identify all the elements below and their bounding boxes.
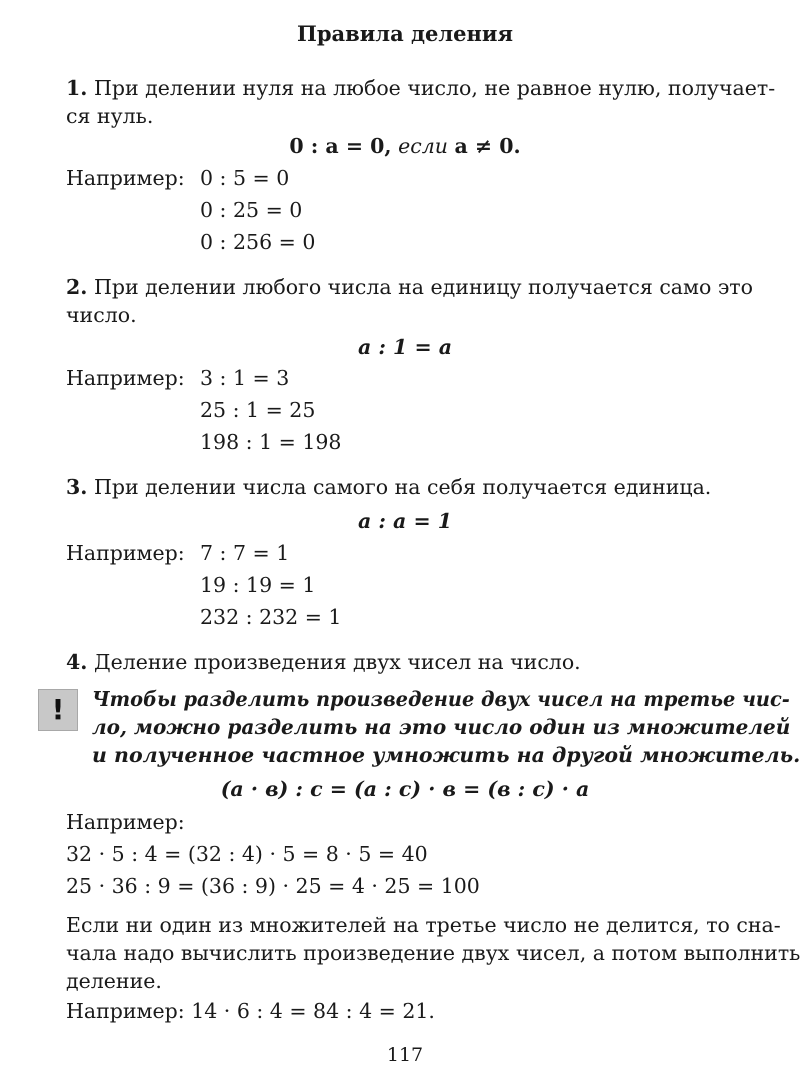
rule-4-number: 4. — [66, 650, 88, 674]
rule-1-example-1: 0 : 5 = 0 — [200, 166, 290, 190]
rule-4-text-line-1: 4. Деление произведения двух чисел на число. — [66, 650, 581, 674]
rule-4-note-line-1: Если ни один из множителей на третье число не делится, то сна- — [66, 913, 781, 937]
rule-3-example-label: Например: — [66, 541, 185, 565]
rule-3-text-line-1: 3. При делении числа самого на себя получается единица. — [66, 475, 712, 499]
rule-2-example-label: Например: — [66, 366, 185, 390]
exclamation-notice-icon: ! — [38, 689, 78, 731]
rule-2-example-2: 25 : 1 = 25 — [200, 398, 316, 422]
rule-4-example-1: 32 · 5 : 4 = (32 : 4) · 5 = 8 · 5 = 40 — [66, 842, 428, 866]
rule-2-example-3: 198 : 1 = 198 — [200, 430, 342, 454]
rule-1-example-2: 0 : 25 = 0 — [200, 198, 303, 222]
rule-2-text-line-1: 2. При делении любого числа на единицу получается само это — [66, 275, 753, 299]
rule-2-text-line-2: число. — [66, 303, 137, 327]
rule-4-note-line-3: деление. — [66, 969, 162, 993]
rule-3-example-2: 19 : 19 = 1 — [200, 573, 316, 597]
page-number: 117 — [386, 1044, 424, 1066]
rule-4-statement-line-2: ло, можно разделить на это число один из множителей — [92, 715, 791, 739]
rule-4-example-2: 25 · 36 : 9 = (36 : 9) · 25 = 4 · 25 = 100 — [66, 874, 480, 898]
rule-2-example-1: 3 : 1 = 3 — [200, 366, 290, 390]
rule-3-example-3: 232 : 232 = 1 — [200, 605, 342, 629]
rule-3-example-1: 7 : 7 = 1 — [200, 541, 290, 565]
rule-2-number: 2. — [66, 275, 88, 299]
rule-1-text-line-1: 1. При делении нуля на любое число, не равное нулю, получает- — [66, 76, 776, 100]
rule-4-note-line-2: чала надо вычислить произведение двух чисел, а потом выполнить — [66, 941, 801, 965]
page-title: Правила деления — [297, 21, 513, 46]
rule-3-number: 3. — [66, 475, 88, 499]
rule-1-formula: 0 : a = 0, если a ≠ 0. — [289, 134, 521, 158]
rule-1-number: 1. — [66, 76, 88, 100]
rule-4-formula: (a · в) : c = (a : c) · в = (в : c) · a — [220, 777, 590, 801]
rule-4-final-example: Например: 14 · 6 : 4 = 84 : 4 = 21. — [66, 999, 435, 1023]
rule-3-formula: a : a = 1 — [357, 509, 453, 533]
rule-1-example-3: 0 : 256 = 0 — [200, 230, 316, 254]
rule-2-formula: a : 1 = a — [357, 335, 453, 359]
rule-1-text-line-2: ся нуль. — [66, 104, 154, 128]
rule-1-example-label: Например: — [66, 166, 185, 190]
rule-4-example-label: Например: — [66, 810, 185, 834]
rule-4-statement-line-1: Чтобы разделить произведение двух чисел на третье чис- — [92, 687, 790, 711]
rule-4-statement-line-3: и полученное частное умножить на другой множитель. — [92, 743, 801, 767]
